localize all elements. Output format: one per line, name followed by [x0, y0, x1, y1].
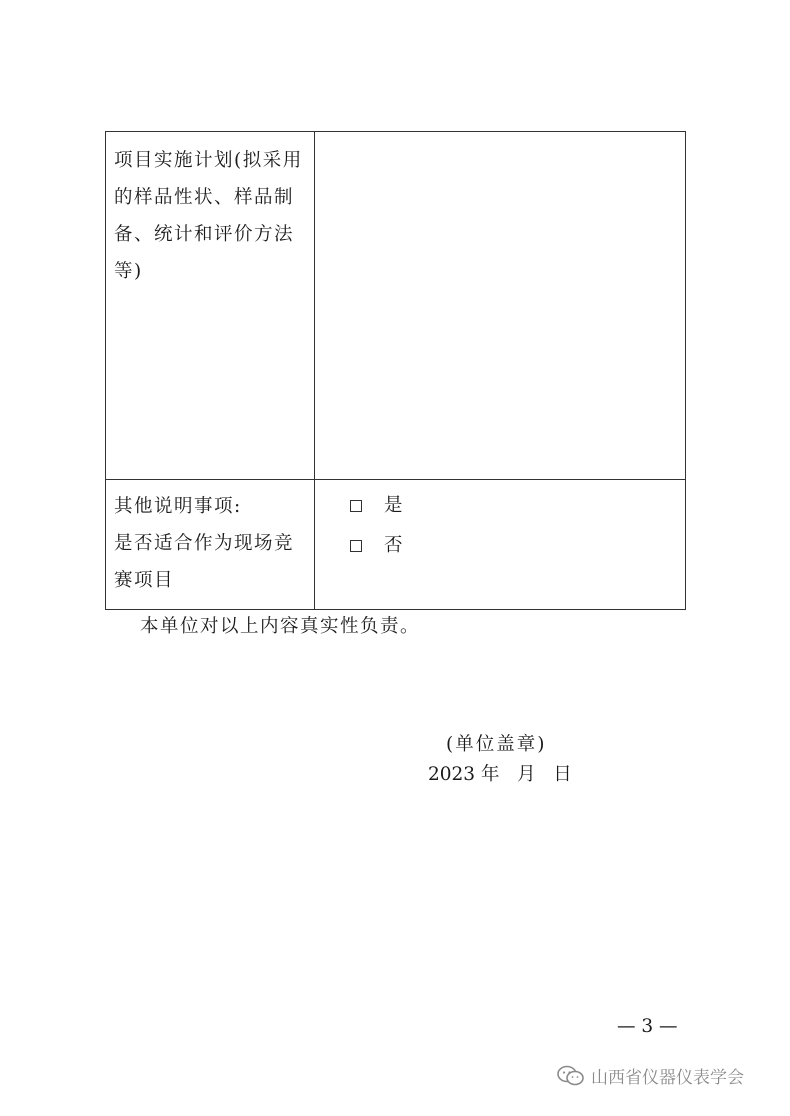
row-divider [106, 479, 685, 480]
date-line: 2023 年 月 日 [428, 764, 572, 785]
application-form-table [105, 131, 686, 610]
option-yes-label: 是 [384, 495, 403, 516]
checkbox-no[interactable] [350, 540, 362, 552]
plan-label: 项目实施计划(拟采用 的样品性状、样品制 备、统计和评价方法 等) [114, 150, 303, 282]
wechat-icon [557, 1065, 585, 1087]
watermark-text: 山西省仪器仪表学会 [591, 1068, 744, 1088]
option-no[interactable] [350, 531, 403, 561]
column-divider [314, 132, 315, 609]
declaration-text: 本单位对以上内容真实性负责。 [140, 616, 421, 637]
page-number: — 3 — [617, 1016, 678, 1037]
watermark [557, 1063, 744, 1088]
other-notes-label: 其他说明事项: 是否适合作为现场竞 赛项目 [114, 496, 295, 591]
unit-seal-label: (单位盖章) [446, 734, 547, 755]
option-no-label: 否 [384, 535, 403, 556]
option-yes[interactable] [350, 491, 403, 521]
checkbox-yes[interactable] [350, 500, 362, 512]
